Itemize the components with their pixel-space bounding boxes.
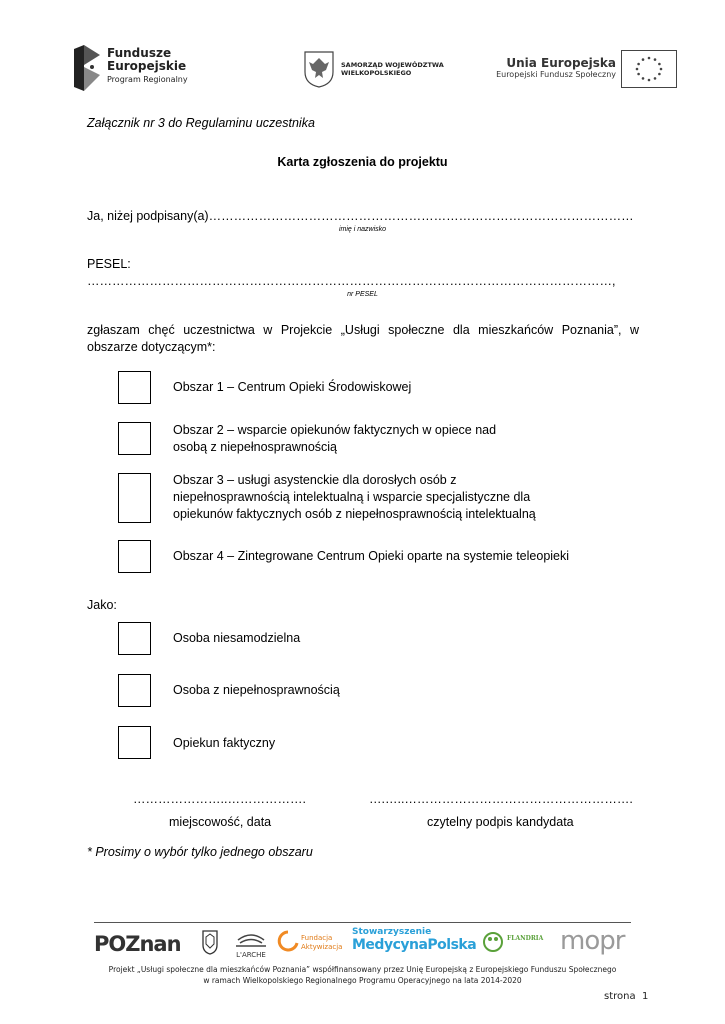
- medycyna-line1: Stowarzyszenie: [352, 927, 432, 937]
- fundacja-line1: Fundacja: [301, 934, 333, 942]
- annex-label: Załącznik nr 3 do Regulaminu uczestnika: [87, 116, 315, 130]
- footer-line1: Projekt „Usługi społeczne dla mieszkańców Poznania” współfinansowany przez Unię Europejską z Europejskiego Funduszu Społecznego: [108, 965, 617, 974]
- mopr-logo: mopr: [560, 926, 625, 956]
- signature-dots: ….…..……………………………………………….: [369, 792, 633, 806]
- pesel-label: PESEL:: [87, 257, 131, 271]
- flandria-logo: [482, 929, 552, 959]
- page-number: strona 1: [604, 991, 649, 1002]
- ue-sub: Europejski Fundusz Społeczny: [496, 70, 616, 79]
- footer-line2: w ramach Wielkopolskiego Regionalnego Programu Operacyjnego na lata 2014-2020: [203, 976, 522, 985]
- fe-logo-icon: [74, 45, 100, 91]
- medycyna-line2: MedycynaPolska: [352, 937, 477, 953]
- footnote: * Prosimy o wybór tylko jednego obszaru: [87, 845, 313, 859]
- name-caption: imię i nazwisko: [338, 226, 387, 233]
- pesel-caption: nr PESEL: [347, 291, 378, 298]
- signature-label: czytelny podpis kandydata: [427, 815, 574, 829]
- eagle-crest-icon: [303, 50, 335, 88]
- role-3-label: Opiekun faktyczny: [173, 736, 276, 750]
- role-1-checkbox[interactable]: [118, 622, 151, 655]
- footer-logos: [94, 926, 634, 960]
- larche-logo: [234, 928, 268, 958]
- role-2-label: Osoba z niepełnosprawnością: [173, 683, 340, 697]
- fundacja-logo: [277, 929, 347, 959]
- flandria-text: FLANDRIA: [507, 935, 544, 942]
- fundacja-swirl-icon: [277, 929, 299, 955]
- people-icon: [482, 931, 504, 953]
- area-4-checkbox[interactable]: [118, 540, 151, 573]
- role-2-checkbox[interactable]: [118, 674, 151, 707]
- emblem-icon: [201, 929, 219, 955]
- area-1-label: Obszar 1 – Centrum Opieki Środowiskowej: [173, 380, 412, 394]
- ark-icon: [234, 928, 268, 948]
- fe-logo-line1: Fundusze: [107, 46, 172, 60]
- eu-stars-icon: [622, 51, 676, 87]
- pesel-line: ………………………………………………………………………………………………………………,: [87, 274, 616, 288]
- fe-logo: [74, 45, 224, 93]
- larche-text: L'ARCHE: [236, 951, 266, 959]
- as-label: Jako:: [87, 598, 117, 612]
- place-date-dots: …………………..……………….: [133, 792, 306, 806]
- ue-title: Unia Europejska: [506, 56, 616, 70]
- area-3-label: Obszar 3 – usługi asystenckie dla dorosłych osób z niepełnosprawnością intelektualną i wsparcie specjalistyczne dla opiekunów faktycznych osób z niepełnosprawnością intelektualną: [173, 473, 536, 521]
- ue-text: [488, 56, 616, 79]
- fe-logo-line2: Europejskie: [107, 59, 187, 73]
- fe-logo-line3: Program Regionalny: [107, 75, 188, 84]
- area-4-label: Obszar 4 – Zintegrowane Centrum Opieki oparte na systemie teleopieki: [173, 549, 570, 563]
- wlkp-logo: [303, 50, 463, 90]
- area-2-checkbox[interactable]: [118, 422, 151, 455]
- document-title: Karta zgłoszenia do projektu: [277, 155, 448, 169]
- area-2-label: Obszar 2 – wsparcie opiekunów faktycznych w opiece nad osobą z niepełnosprawnością: [173, 423, 497, 454]
- declaration: zgłaszam chęć uczestnictwa w Projekcie „Usługi społeczne dla mieszkańców Poznania”, w obszarze dotyczącym*:: [87, 323, 639, 354]
- wlkp-line2: WIELKOPOLSKIEGO: [341, 69, 412, 77]
- footer-divider: [94, 922, 631, 923]
- eu-flag: [621, 50, 677, 88]
- medycyna-logo: [352, 927, 482, 959]
- area-3-checkbox[interactable]: [118, 473, 151, 523]
- place-date-label: miejscowość, data: [169, 815, 272, 829]
- wlkp-line1: SAMORZĄD WOJEWÓDZTWA: [341, 61, 444, 69]
- poznan-logo: POZnan: [94, 932, 181, 956]
- role-3-checkbox[interactable]: [118, 726, 151, 759]
- area-1-checkbox[interactable]: [118, 371, 151, 404]
- name-line: Ja, niżej podpisany(a)…………………………………………………………………………………………: [87, 209, 634, 223]
- role-1-label: Osoba niesamodzielna: [173, 631, 301, 645]
- fundacja-line2: Aktywizacja: [301, 943, 343, 951]
